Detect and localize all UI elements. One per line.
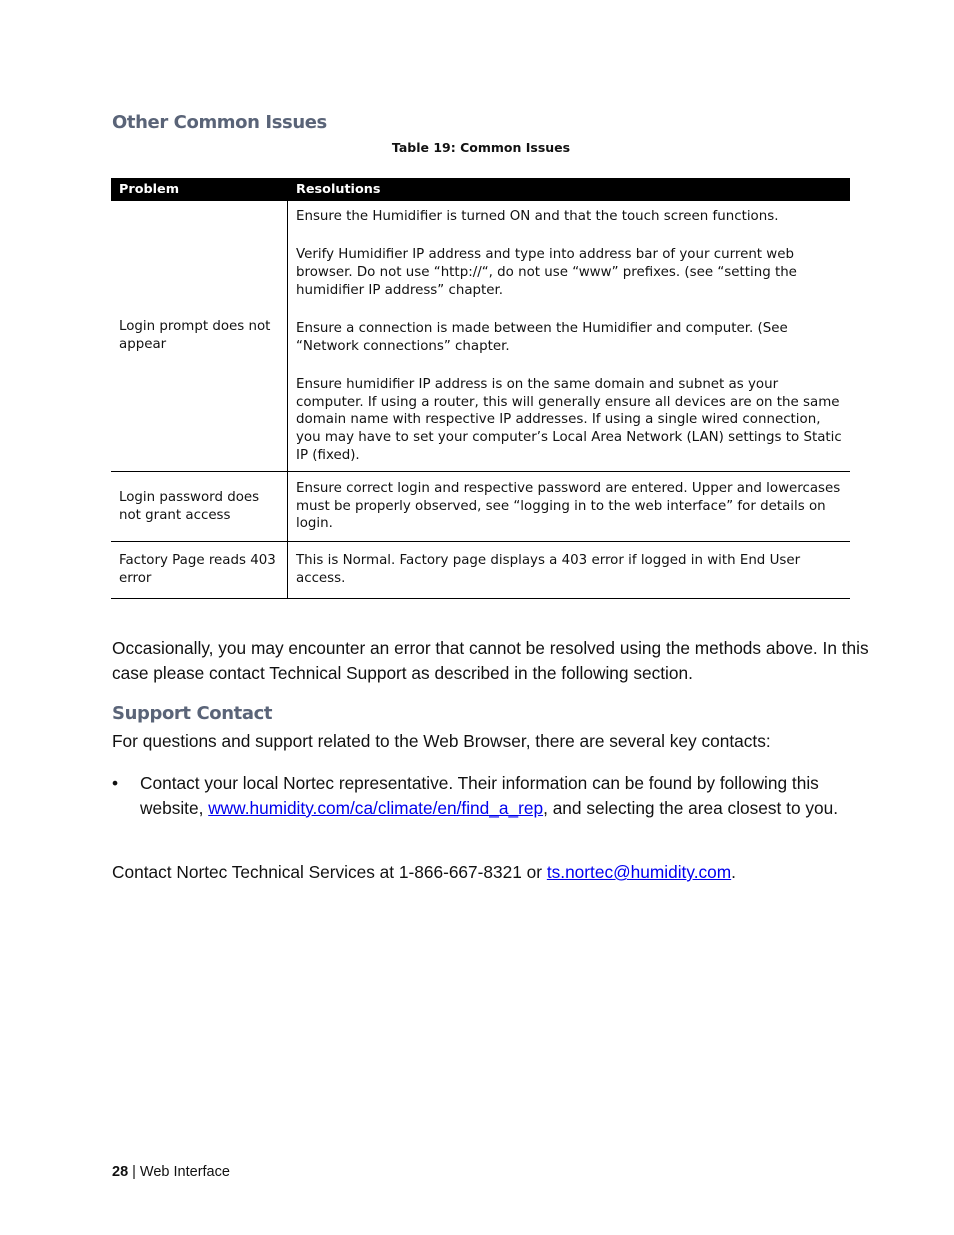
table-row [111, 201, 850, 472]
list-item [112, 771, 852, 820]
resolutions-cell [288, 542, 851, 599]
table-header-row [111, 178, 850, 201]
resolution-text: Ensure correct login and respective password are entered. Upper and lowercases must be properly observed, see “logging in to the web interface” for details on login. [296, 481, 841, 532]
problem-cell: Login password does not grant access [111, 472, 288, 542]
find-rep-link[interactable]: www.humidity.com/ca/climate/en/find_a_rep [208, 797, 544, 818]
bullet-text-after: , and selecting the area closest to you. [543, 797, 839, 818]
paragraph-technical-services [112, 860, 872, 885]
common-issues-table [111, 178, 850, 599]
resolutions-cell [288, 472, 851, 542]
paragraph-key-contacts: For questions and support related to the Web Browser, there are several key contacts: [112, 731, 771, 751]
footer-separator: | [132, 1164, 136, 1180]
bullet-text-before: Contact your local Nortec representative. Their information can be found by following this website, [140, 773, 819, 818]
support-email-link[interactable]: ts.nortec@humidity.com [546, 862, 732, 882]
page-number: 28 [112, 1164, 129, 1180]
resolution-text: Ensure humidifier IP address is on the same domain and subnet as your computer. If using a router, this will generally ensure all devices are on the same domain name with respective IP addresses. If using a single wired connection, you may have to set your computer’s Local Area Network (LAN) settings to Static IP (fixed). [296, 377, 842, 463]
contact-text-after: . [731, 862, 736, 882]
problem-cell: Login prompt does not appear [111, 201, 288, 472]
resolutions-cell [288, 201, 851, 472]
problem-cell: Factory Page reads 403 error [111, 542, 288, 599]
column-header-resolutions: Resolutions [288, 178, 851, 201]
list-item-text [140, 771, 852, 820]
footer-section-title: Web Interface [139, 1164, 230, 1180]
resolution-text: Verify Humidifier IP address and type into address bar of your current web browser. Do not use “http://“, do not use “www” prefixes. (see “setting the humidifier IP address” chapter. [296, 247, 797, 298]
table-caption: Table 19: Common Issues [391, 140, 571, 155]
section-heading-support-contact: Support Contact [112, 703, 273, 724]
column-header-problem: Problem [111, 178, 288, 201]
table-row [111, 472, 850, 542]
resolution-text: Ensure the Humidifier is turned ON and that the touch screen functions. [296, 208, 779, 224]
contact-text-before: Contact Nortec Technical Services at 1-866-667-8321 or [112, 862, 547, 882]
table-row [111, 542, 850, 599]
page-footer [112, 1164, 230, 1180]
resolution-text: This is Normal. Factory page displays a 403 error if logged in with End User access. [296, 553, 801, 586]
bullet-marker: • [112, 773, 119, 793]
resolution-text: Ensure a connection is made between the Humidifier and computer. (See “Network connections” chapter. [296, 321, 788, 354]
paragraph-occasional-errors: Occasionally, you may encounter an error that cannot be resolved using the methods above. In this case please contact Technical Support as described in the following section. [112, 638, 869, 683]
section-heading-other-common-issues: Other Common Issues [112, 112, 327, 133]
